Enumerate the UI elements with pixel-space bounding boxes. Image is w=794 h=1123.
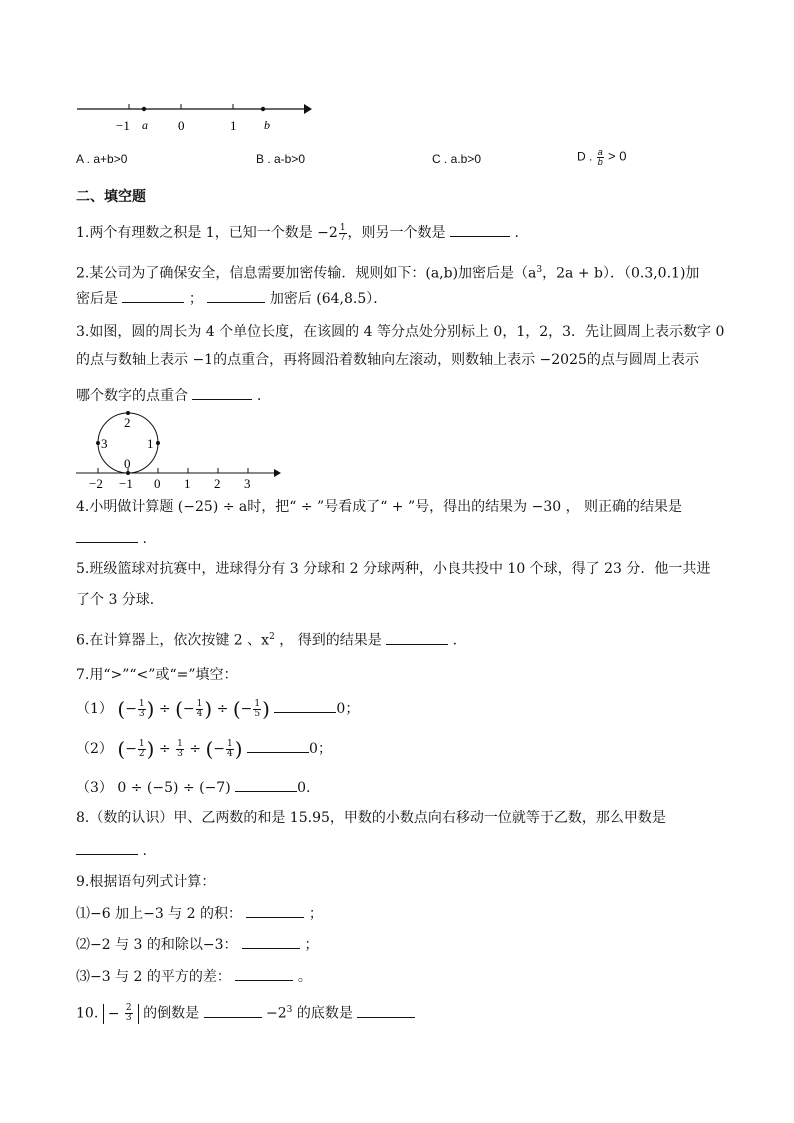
q9-p2-semicolon: ；: [304, 937, 319, 953]
q10-mid: 的倒数是: [143, 1005, 200, 1022]
question-8-line-1: 8.（数的认识）甲、乙两数的和是 15.95，甲数的小数点向右移动一位就等于乙数，那么甲数是: [76, 810, 666, 826]
q9-p1-semicolon: ；: [308, 906, 323, 922]
q9-p1-answer-blank[interactable]: [246, 903, 304, 918]
q3-line3: 哪个数字的点重合: [76, 388, 188, 404]
option-a: A . a+b>0: [76, 152, 128, 166]
circle-label-1: 1: [147, 436, 154, 451]
q10-sup: 3: [286, 1005, 293, 1015]
q8-end: .: [142, 843, 147, 859]
axis-label-1: 1: [184, 476, 191, 490]
question-4-line-1: 4.小明做计算题 (−25) ÷ a时，把“ ÷ ”号看成了“ + ”号，得出的结果为 −30 ， 则正确的结果是: [76, 499, 683, 515]
q7-p3-expr: 0 ÷ (−5) ÷ (−7): [117, 780, 231, 796]
circle-label-0: 0: [124, 456, 131, 471]
axis-label-3: 3: [244, 476, 251, 490]
option-d-den: b: [597, 157, 603, 167]
q10-abs-sign: −: [107, 1005, 120, 1022]
q1-frac-den: 7: [339, 232, 346, 243]
q7-p1-answer-blank[interactable]: [274, 698, 336, 713]
q6-prefix: 6.在计算器上，依次按键 2 、x: [76, 632, 270, 649]
q9-p3: ⑶−3 与 2 的平方的差：: [76, 969, 231, 985]
question-5-line-1: 5.班级篮球对抗赛中，进球得分有 3 分球和 2 分球两种，小良共投中 10 个球，得了 23 分．他一共进: [76, 561, 711, 577]
q7-p2-expr: (− $\frac{1}{2}$ ) ÷ $\frac{1}{3}$ ÷ (− $\frac{1}{4}$ ): [117, 737, 243, 761]
question-3-line-1: 3.如图，圆的周长为 4 个单位长度，在该圆的 4 等分点处分别标上 0，1，2，3．先让圆周上表示数字 0: [76, 324, 725, 340]
q10-abs-value: [103, 1004, 139, 1024]
q9-p2: ⑵−2 与 3 的和除以−3：: [76, 937, 238, 953]
axis-label-neg1: −1: [119, 476, 133, 490]
q3-answer-blank[interactable]: [192, 385, 252, 400]
q8-answer-blank[interactable]: [76, 840, 138, 855]
q7-p1-expr: (− $\frac{1}{3}$ ) ÷ (− $\frac{1}{4}$ ) ÷ (− $\frac{1}{5}$ ): [117, 697, 270, 721]
q2-line1-sup: 3: [536, 265, 543, 275]
q1-prefix: 1.两个有理数之积是 1，已知一个数是 −2: [76, 225, 338, 241]
question-9-part-2: [76, 934, 318, 955]
question-7-title: 7.用“>”“<”或“=”填空：: [76, 667, 238, 683]
q7-p1-semicolon: ；: [345, 701, 360, 717]
question-3-line-2: 的点与数轴上表示 −1的点重合，再将圆沿着数轴向左滚动，则数轴上表示 −2025的点与圆周上表示: [76, 352, 699, 368]
q1-suffix: ，则另一个数是: [347, 225, 446, 241]
q6-end: .: [452, 632, 458, 649]
q7-p2-answer-blank[interactable]: [247, 738, 309, 753]
question-2-line-2: [76, 288, 387, 309]
q7-p1-zero: 0: [336, 701, 346, 717]
question-9-part-1: [76, 903, 323, 924]
q7-p3-zero: 0: [297, 780, 307, 796]
nl-label-neg1: −1: [116, 118, 130, 133]
q9-p3-period: 。: [297, 969, 312, 985]
question-10: [76, 1000, 415, 1024]
q2-line1-a: 2.某公司为了确保安全，信息需要加密传输．规则如下：(a,b)加密后是（a: [76, 265, 537, 282]
option-d-num: a: [597, 147, 603, 157]
q9-p1: ⑴−6 加上−3 与 2 的积：: [76, 906, 242, 922]
section-title: 二、填空题: [76, 189, 146, 205]
question-8-line-2: [76, 840, 147, 861]
option-b: B . a-b>0: [256, 152, 306, 166]
question-9-part-3: [76, 966, 312, 987]
q7-p1-label: （1）: [76, 701, 113, 717]
q1-answer-blank[interactable]: [450, 222, 510, 237]
q9-p2-answer-blank[interactable]: [242, 934, 300, 949]
q7-p3-answer-blank[interactable]: [235, 777, 297, 792]
question-7-part-2: [76, 738, 332, 759]
option-d-prefix: D .: [577, 149, 593, 164]
q10-mid2: −2: [266, 1005, 287, 1022]
axis-label-0: 0: [154, 476, 161, 490]
q2-line1-b: ，2a + b）．（0.3,0.1)加: [542, 265, 700, 282]
axis-label-2: 2: [214, 476, 221, 490]
nl-label-1: 1: [230, 118, 237, 133]
q3-line3-end: .: [256, 388, 262, 404]
q6-answer-blank[interactable]: [386, 630, 448, 645]
question-5-line-2: 了个 3 分球．: [76, 592, 164, 608]
nl-label-a: a: [142, 118, 148, 132]
q7-p3-label: （3）: [76, 780, 113, 796]
question-7-part-1: [76, 698, 359, 719]
q7-p2-zero: 0: [309, 741, 318, 757]
question-3-line-3: [76, 385, 261, 406]
q1-frac-num: 1: [339, 222, 346, 233]
q7-p2-semicolon: ；: [317, 741, 332, 757]
q10-end: 的底数是: [296, 1005, 353, 1022]
q10-frac-num: 2: [125, 1003, 132, 1014]
option-d-suffix: > 0: [608, 148, 627, 164]
q7-p3-period: .: [306, 780, 311, 796]
question-9-title: 9.根据语句列式计算：: [76, 874, 216, 890]
q10-prefix: 10.: [76, 1005, 99, 1022]
option-c: C . a.b>0: [432, 152, 482, 166]
option-d-fraction: [597, 148, 604, 167]
question-6: [76, 627, 457, 651]
circle-label-3: 3: [101, 436, 108, 451]
circle-label-2: 2: [124, 415, 131, 430]
question-2-line-1: [76, 260, 699, 284]
q3-circle-figure: [74, 408, 294, 490]
nl-label-0: 0: [178, 118, 185, 133]
nl-label-b: b: [264, 118, 270, 132]
axis-label-neg2: −2: [89, 476, 103, 490]
q9-p3-answer-blank[interactable]: [235, 966, 293, 981]
question-7-part-3: [76, 777, 311, 798]
q1-end: .: [514, 225, 519, 241]
question-4-line-2: [76, 528, 147, 549]
option-d: [577, 148, 626, 167]
q2-line2-a: 密后是: [76, 291, 118, 307]
q1-fraction: [339, 224, 347, 243]
q2-answer-blank-1[interactable]: [122, 288, 184, 303]
q4-answer-blank[interactable]: [76, 528, 138, 543]
q2-answer-blank-2[interactable]: [207, 288, 265, 303]
q4-end: .: [142, 531, 147, 547]
q7-p2-label: （2）: [76, 741, 113, 757]
q2-line2-b: ；: [188, 291, 203, 307]
q10-frac-den: 3: [125, 1013, 132, 1024]
question-1: [76, 222, 519, 243]
q2-line2-c: 加密后 (64,8.5）．: [269, 291, 388, 307]
q10-answer-blank-2[interactable]: [357, 1003, 415, 1018]
q10-answer-blank-1[interactable]: [204, 1003, 262, 1018]
number-line-top: [72, 98, 322, 138]
q6-sup: 2: [269, 632, 275, 642]
q6-mid: ， 得到的结果是: [279, 632, 382, 649]
